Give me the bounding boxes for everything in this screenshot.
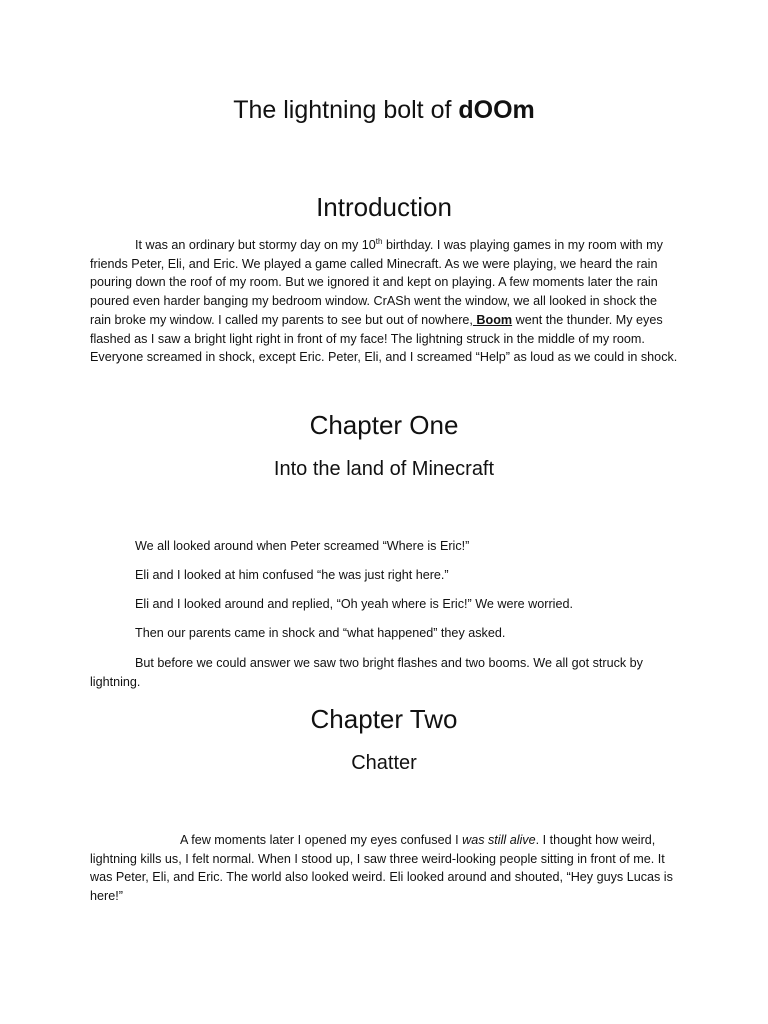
intro-line-7: Everyone screamed in shock, except Eric. Peter, Eli, and I screamed “Help” as loud as we could in shock.	[90, 350, 678, 365]
ordinal-superscript: th	[375, 236, 383, 246]
ch2-line-3: was Peter, Eli, and Eric. The world also looked weird. Eli looked around and shouted, “Hey guys Lucas is	[90, 870, 673, 885]
heading-chapter-two: Chapter Two	[310, 704, 458, 734]
closing-line-1: But before we could answer we saw two bright flashes and two booms. We all got struck by	[135, 656, 643, 670]
intro-line-6: flashed as I saw a bright light right in front of my face! The lightning struck in the middle of my room.	[90, 331, 645, 346]
heading-chapter-one: Chapter One	[309, 410, 459, 440]
closing-line-2: lightning.	[90, 674, 141, 689]
ch2-line-4: here!”	[90, 889, 123, 904]
dialogue-line	[90, 624, 678, 643]
chapter-one-closing-paragraph	[90, 654, 678, 691]
ch2-line-1	[90, 831, 678, 850]
intro-line-1-rest: birthday. I was playing games in my room with my	[382, 238, 663, 252]
title-bold-text: dOOm	[458, 96, 535, 124]
dialogue-line	[90, 537, 678, 556]
intro-line-5-text: rain broke my window. I called my parents to see but out of nowhere,	[90, 312, 473, 327]
intro-line-1-text: It was an ordinary but stormy day on my 10	[135, 238, 376, 252]
intro-line-5-rest: went the thunder. My eyes	[512, 312, 663, 327]
intro-line-1	[90, 236, 678, 255]
intro-line-3: pouring down the roof of my room. But we ignored it and kept on playing. A few moments later the rain	[90, 275, 658, 290]
heading-introduction: Introduction	[316, 192, 452, 222]
ch2-line-1-text: A few moments later I opened my eyes confused I	[180, 833, 463, 847]
title-text: The lightning bolt of	[233, 96, 459, 124]
dialogue-text: Eli and I looked around and replied, “Oh yeah where is Eric!” We were worried.	[135, 597, 573, 611]
dialogue-line	[90, 566, 678, 585]
italic-emphasis: was still alive	[462, 833, 536, 847]
intro-line-2: friends Peter, Eli, and Eric. We played a game called Minecraft. As we were playing, we heard the rain	[90, 256, 658, 271]
boom-emphasis: Boom	[476, 312, 513, 327]
intro-line-5	[90, 311, 678, 330]
subtitle-chapter-two: Chatter	[351, 752, 417, 774]
ch2-line-1-rest: . I thought how weird,	[535, 833, 656, 847]
subtitle-chapter-one: Into the land of Minecraft	[273, 458, 495, 480]
dialogue-line	[90, 595, 678, 614]
introduction-paragraph	[90, 236, 678, 367]
dialogue-text: Eli and I looked at him confused “he was just right here.”	[135, 568, 449, 582]
dialogue-text: We all looked around when Peter screamed “Where is Eric!”	[135, 539, 470, 553]
document-title	[0, 94, 768, 126]
intro-line-4: poured even harder banging my bedroom window. CrASh went the window, we all looked in shock the	[90, 294, 658, 309]
ch2-line-2: lightning kills us, I felt normal. When I stood up, I saw three weird-looking people sitting in front of me. It	[90, 851, 665, 866]
dialogue-text: Then our parents came in shock and “what happened” they asked.	[135, 626, 506, 640]
chapter-two-paragraph	[90, 831, 678, 906]
